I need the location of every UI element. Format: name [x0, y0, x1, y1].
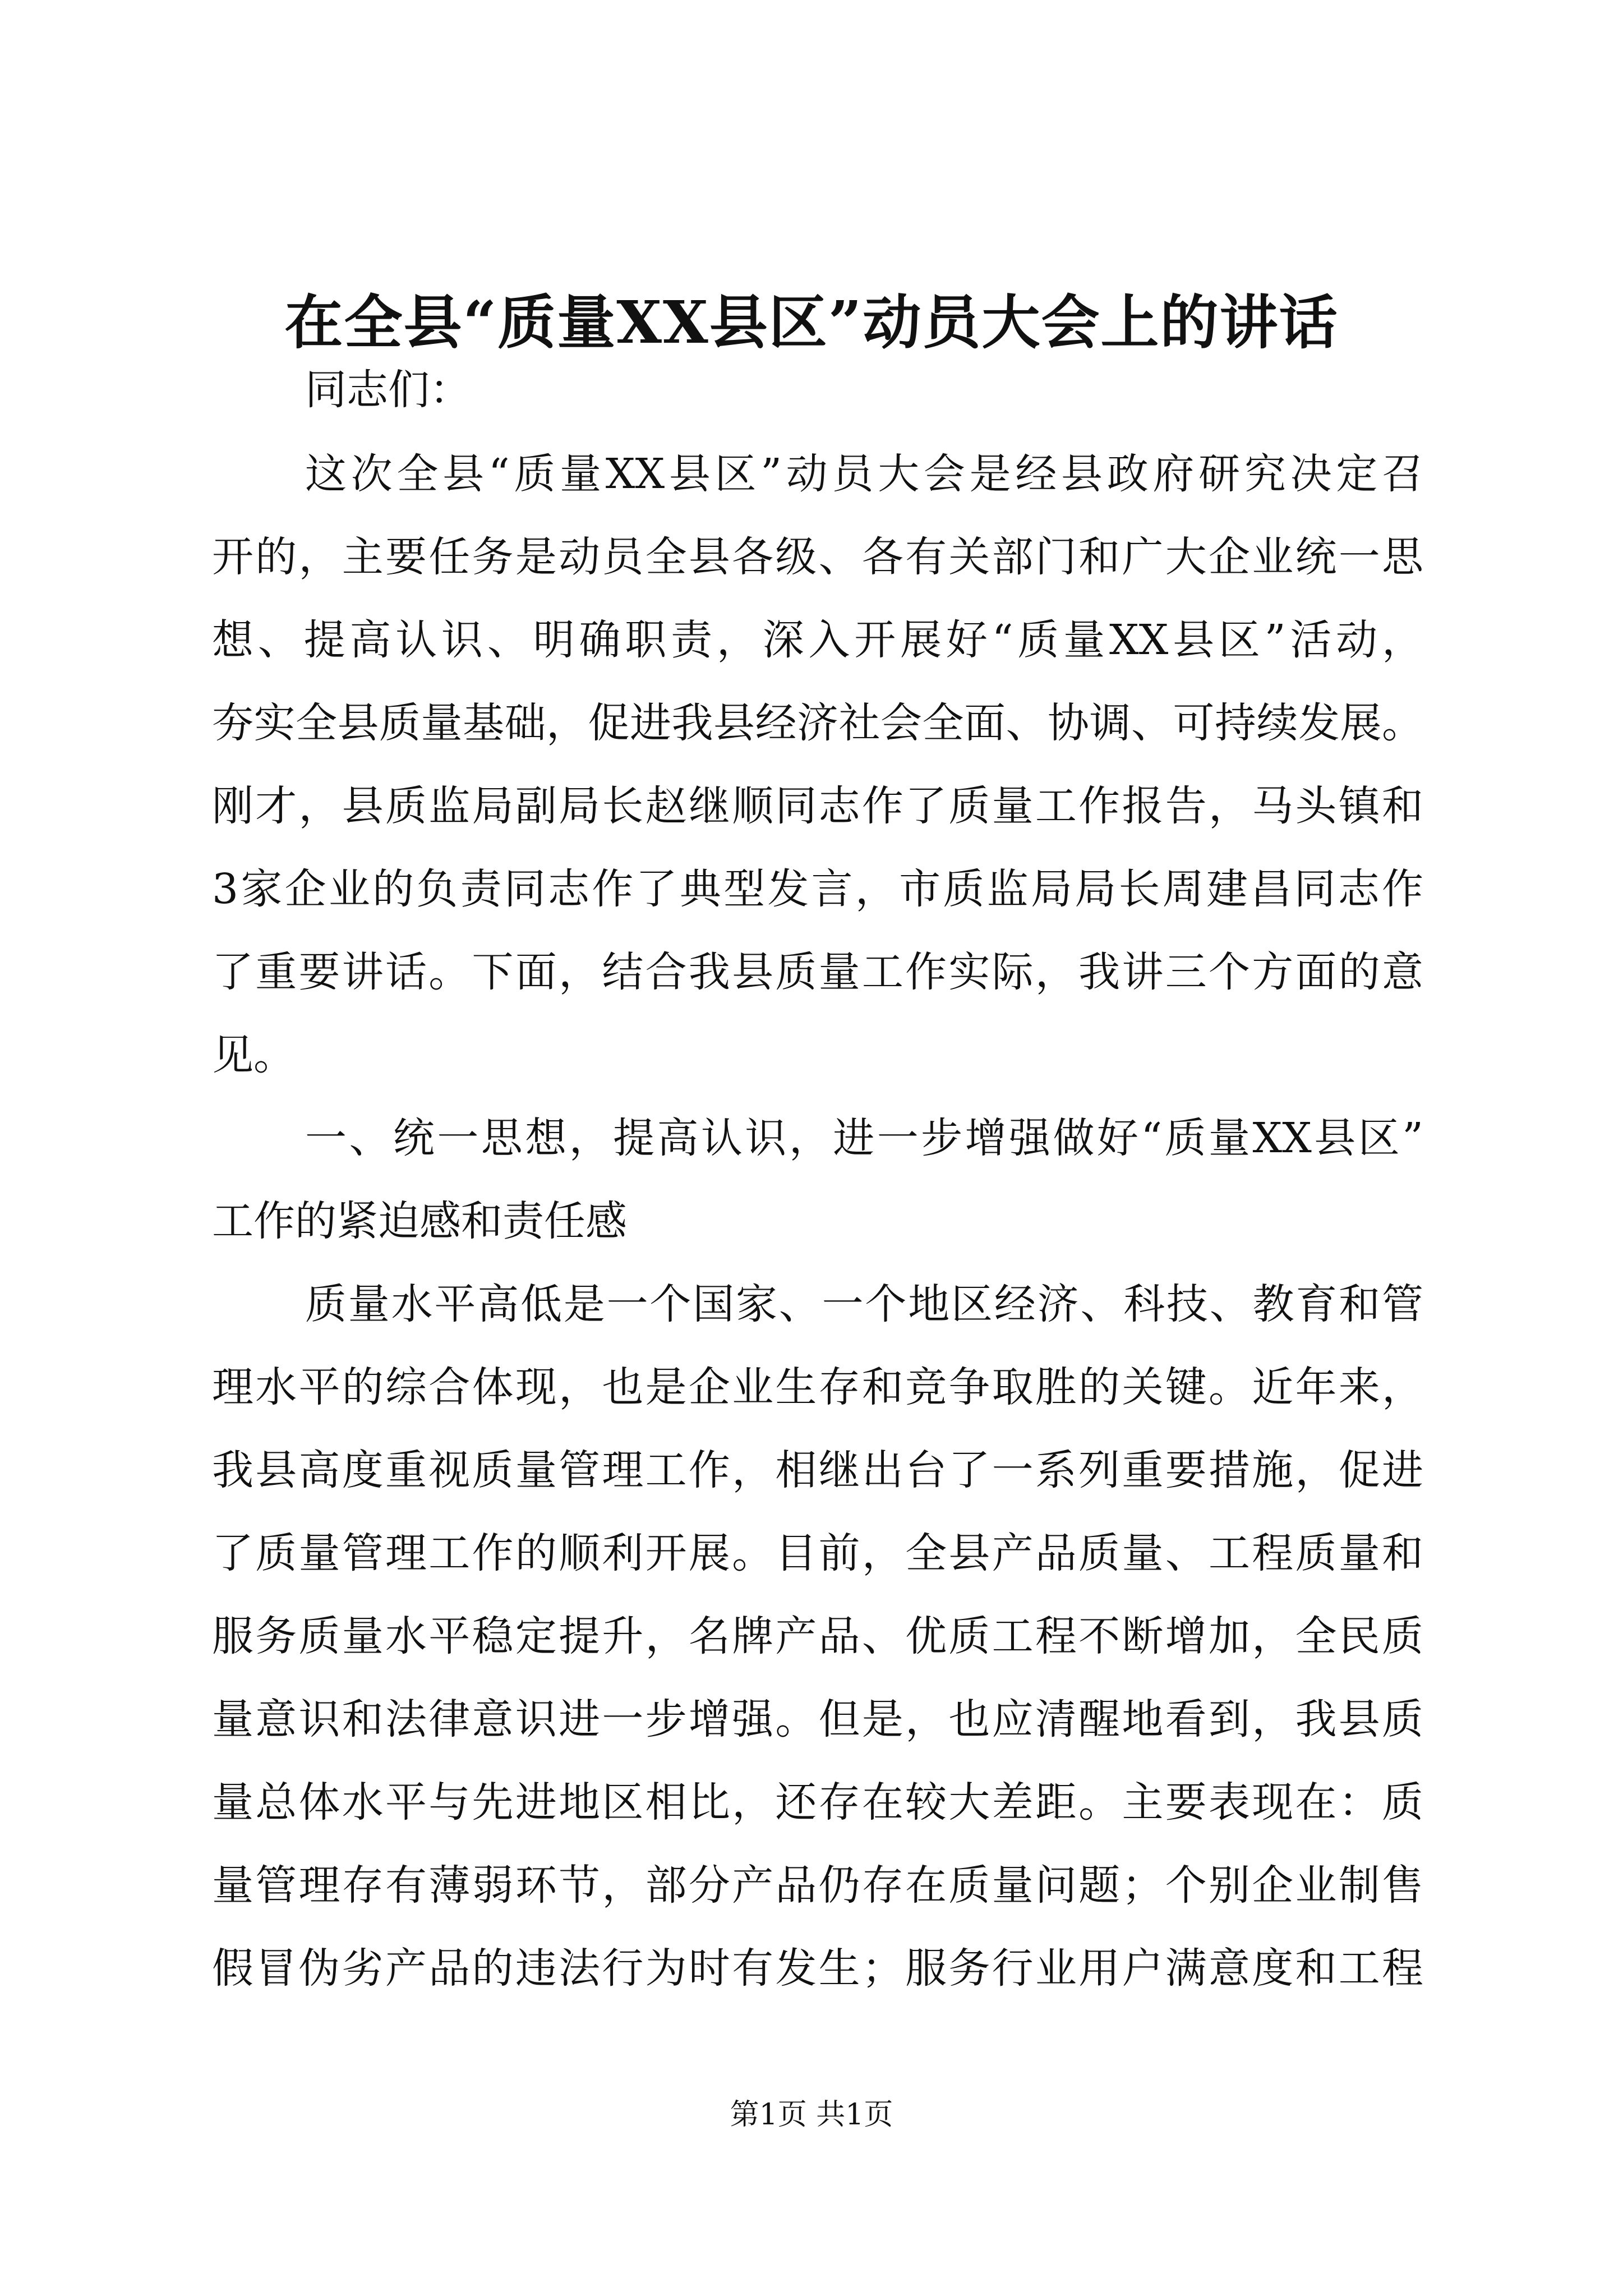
body-line: 想、提高认识、明确职责，深入开展好“质量XX县区”活动，	[212, 616, 1423, 664]
section-heading-line: 工作的紧迫感和责任感	[212, 1197, 627, 1245]
body-line: 量管理存有薄弱环节，部分产品仍存在质量问题；个别企业制售	[212, 1861, 1423, 1910]
body-line: 夯实全县质量基础，促进我县经济社会全面、协调、可持续发展。	[212, 699, 1423, 747]
body-line: 开的，主要任务是动员全县各级、各有关部门和广大企业统一思	[212, 533, 1423, 581]
body-line: 假冒伪劣产品的违法行为时有发生；服务行业用户满意度和工程	[212, 1944, 1423, 1993]
body-line: 3家企业的负责同志作了典型发言，市质监局局长周建昌同志作	[212, 865, 1423, 913]
salutation-line: 同志们：	[305, 366, 471, 414]
body-line: 刚才，县质监局副局长赵继顺同志作了质量工作报告，马头镇和	[212, 782, 1423, 830]
page-number-footer: 第1页 共1页	[730, 2098, 893, 2132]
body-line: 理水平的综合体现，也是企业生存和竞争取胜的关键。近年来，	[212, 1363, 1423, 1411]
document-title: 在全县“质量XX县区”动员大会上的讲话	[284, 288, 1339, 357]
body-line: 量总体水平与先进地区相比，还存在较大差距。主要表现在：质	[212, 1778, 1423, 1826]
body-line: 量意识和法律意识进一步增强。但是，也应清醒地看到，我县质	[212, 1695, 1423, 1743]
body-line: 服务质量水平稳定提升，名牌产品、优质工程不断增加，全民质	[212, 1612, 1423, 1660]
body-line: 了重要讲话。下面，结合我县质量工作实际，我讲三个方面的意	[212, 948, 1423, 996]
body-line: 了质量管理工作的顺利开展。目前，全县产品质量、工程质量和	[212, 1529, 1423, 1577]
body-line: 质量水平高低是一个国家、一个地区经济、科技、教育和管	[305, 1280, 1423, 1328]
section-heading-line: 一、统一思想，提高认识，进一步增强做好“质量XX县区”	[305, 1114, 1423, 1162]
body-line: 我县高度重视质量管理工作，相继出台了一系列重要措施，促进	[212, 1446, 1423, 1494]
body-line: 这次全县“质量XX县区”动员大会是经县政府研究决定召	[305, 450, 1423, 498]
body-line: 见。	[212, 1031, 295, 1079]
